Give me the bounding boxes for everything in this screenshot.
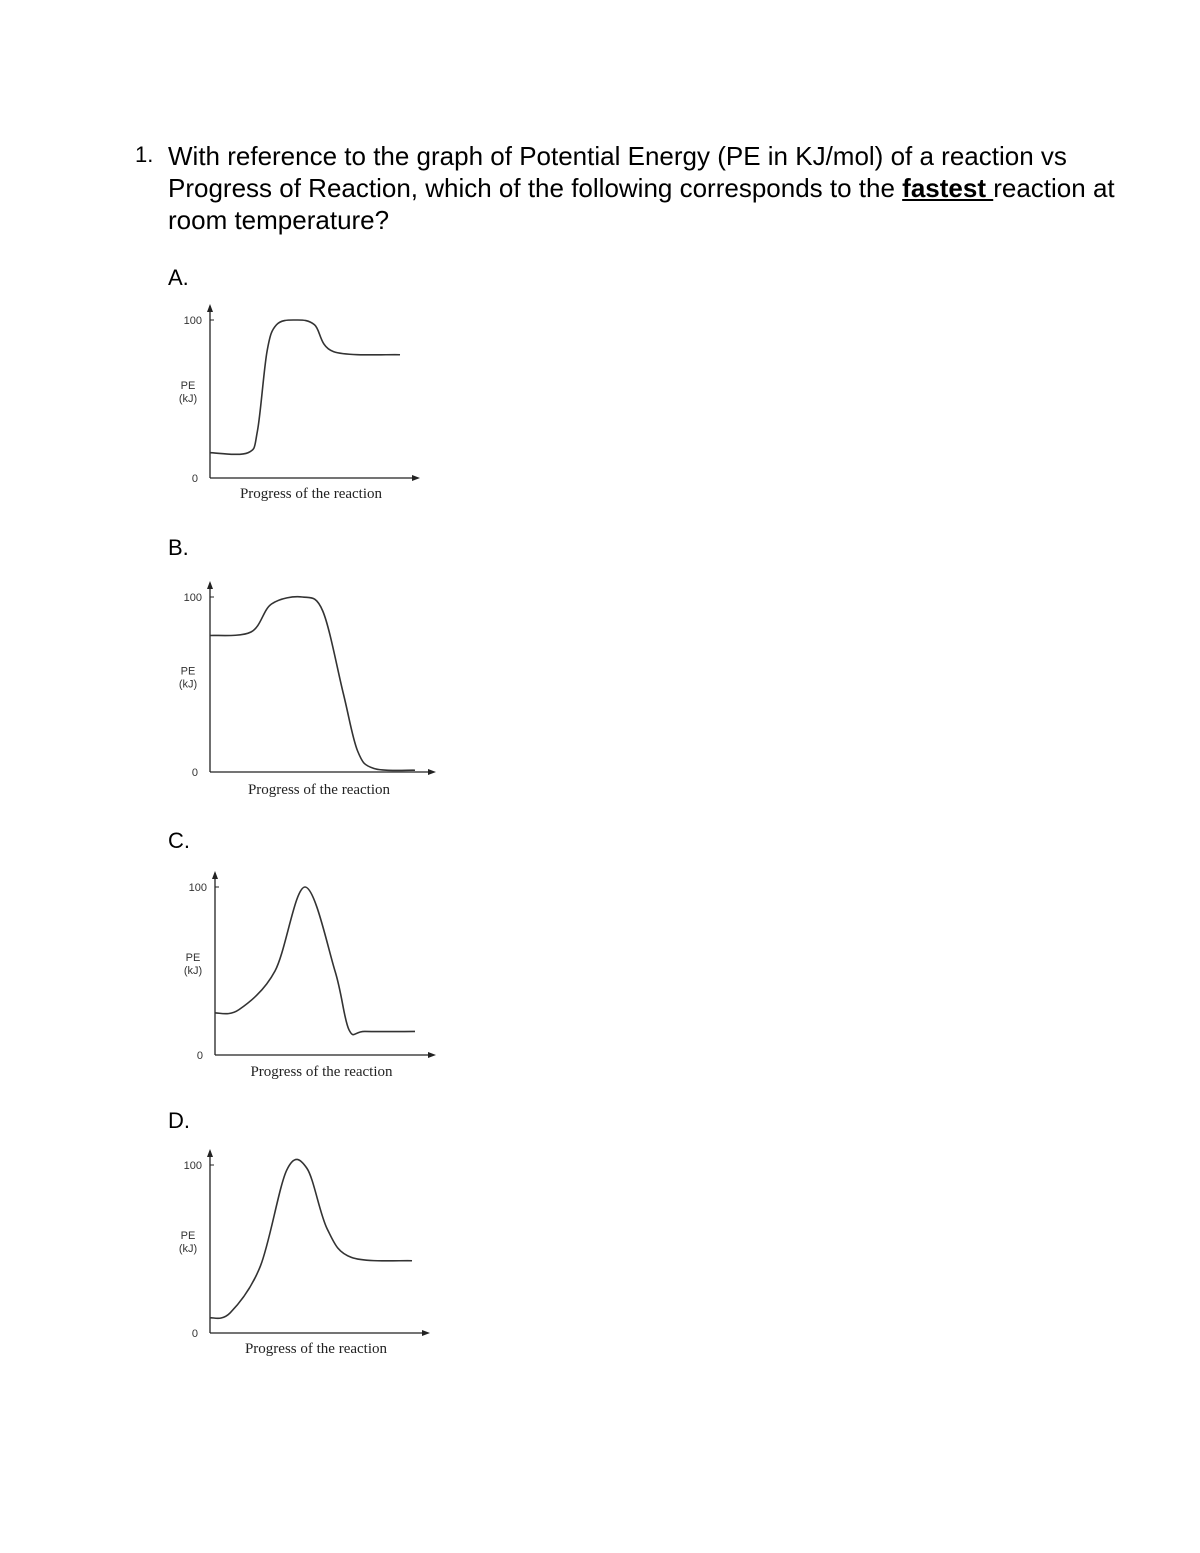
x-axis-label: Progress of the reaction [239, 486, 383, 502]
y-tick-label: 0 [191, 767, 198, 779]
y-axis-arrow-icon [207, 581, 213, 589]
chart-option-c [160, 865, 440, 1085]
x-axis-arrow-icon [422, 1330, 430, 1336]
option-a-label: A. [168, 265, 189, 290]
option-b-label: B. [168, 535, 189, 560]
energy-curve [215, 887, 415, 1035]
y-axis-label: PE (kJ) [178, 1230, 198, 1255]
question-text [168, 140, 1128, 236]
energy-curve [210, 597, 415, 771]
chart-option-a [160, 300, 440, 510]
y-axis-label: PE (kJ) [183, 952, 203, 977]
x-axis-arrow-icon [428, 769, 436, 775]
x-axis-label: Progress of the reaction [250, 1064, 393, 1080]
energy-curve [210, 320, 400, 454]
question-text-after: reaction at room temperature? [168, 173, 1115, 235]
x-axis-arrow-icon [428, 1052, 436, 1058]
y-tick-label: 0 [196, 1050, 203, 1062]
option-d-label: D. [168, 1108, 190, 1133]
option-c-label: C. [168, 828, 190, 853]
y-axis-label: PE (kJ) [178, 380, 198, 405]
energy-curve [210, 1159, 412, 1318]
y-tick-label: 0 [191, 473, 198, 485]
y-axis-arrow-icon [207, 1149, 213, 1157]
x-axis-label: Progress of the reaction [244, 1341, 388, 1357]
y-axis-label: PE (kJ) [178, 665, 198, 691]
y-axis-arrow-icon [212, 871, 218, 879]
y-tick-label: 100 [183, 315, 202, 327]
question-number: 1. [135, 142, 154, 167]
x-axis-label: Progress of the reaction [247, 782, 391, 798]
chart-option-b [160, 572, 440, 802]
y-tick-label: 100 [183, 1160, 202, 1172]
x-axis-arrow-icon [412, 475, 420, 481]
question-emphasis: fastest [902, 173, 994, 203]
y-axis-arrow-icon [207, 304, 213, 312]
y-tick-label: 0 [191, 1328, 198, 1340]
chart-option-d [160, 1143, 440, 1363]
y-tick-label: 100 [183, 592, 202, 604]
y-tick-label: 100 [188, 882, 207, 894]
question-text-before: With reference to the graph of Potential Energy (PE in KJ/mol) of a reaction vs Progress of Reaction, which of the following corresponds to the [168, 141, 1067, 203]
